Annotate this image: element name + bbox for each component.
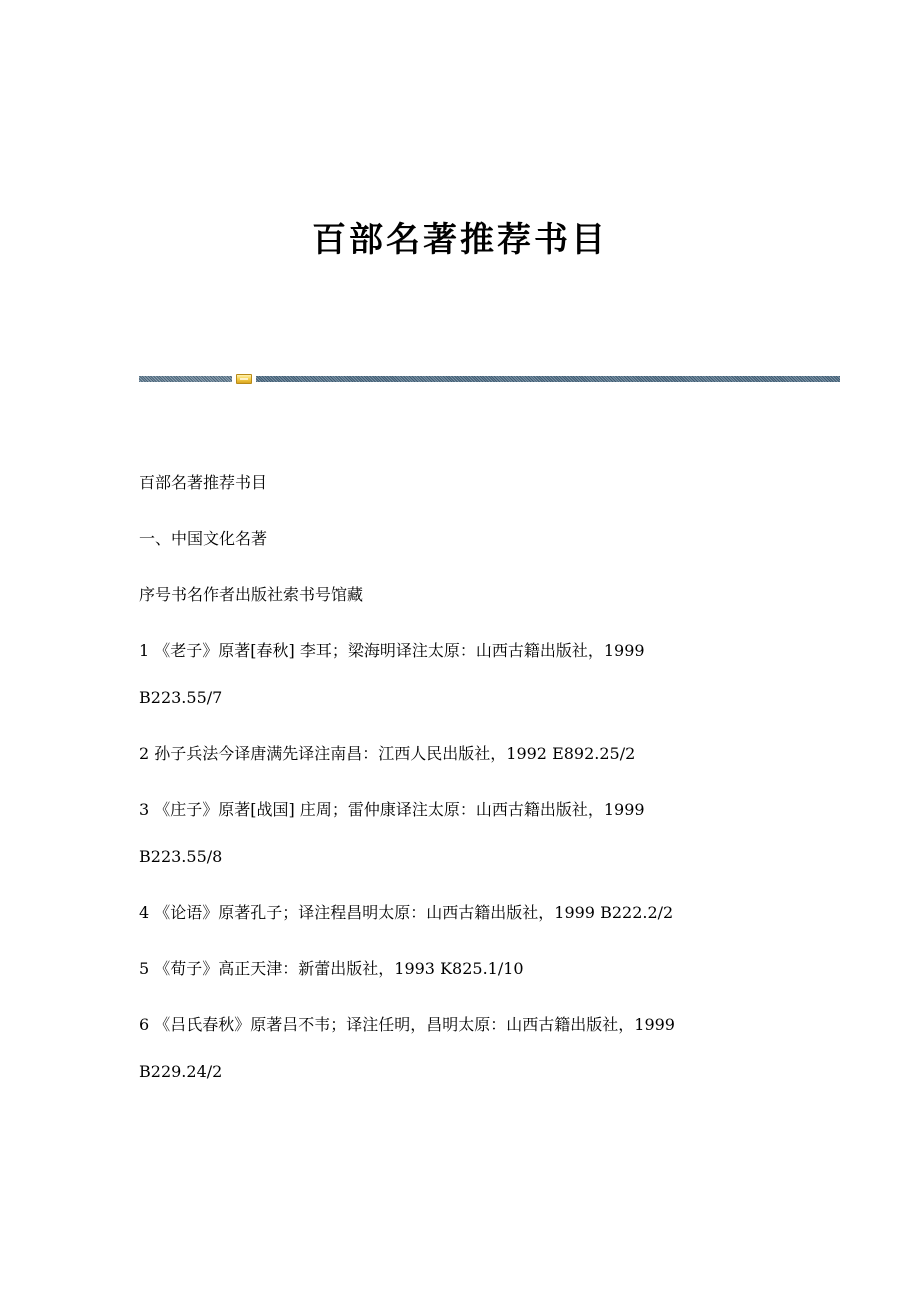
document-body <box>139 466 839 1111</box>
document-title: 百部名著推荐书目 <box>312 220 608 260</box>
entry-1-line-2: B223.55/7 <box>139 688 223 707</box>
decorative-divider <box>139 374 840 384</box>
table-header-line: 序号书名作者出版社索书号馆藏 <box>139 585 364 604</box>
entry-5-line: 5 《荀子》高正天津：新蕾出版社，1993 K825.1/10 <box>139 959 524 978</box>
section-heading: 一、中国文化名著 <box>139 529 268 548</box>
entry-6-line-1: 6 《吕氏春秋》原著吕不韦；译注任明，昌明太原：山西古籍出版社，1999 <box>139 1015 675 1034</box>
body-heading: 百部名著推荐书目 <box>139 473 268 492</box>
divider-bar-right <box>256 376 840 382</box>
divider-bar-left <box>139 376 232 382</box>
entry-3-line-2: B223.55/8 <box>139 847 223 866</box>
entry-3-line-1: 3 《庄子》原著[战国] 庄周；雷仲康译注太原：山西古籍出版社，1999 <box>139 800 645 819</box>
entry-6-line-2: B229.24/2 <box>139 1062 223 1081</box>
entry-4-line: 4 《论语》原著孔子；译注程昌明太原：山西古籍出版社，1999 B222.2/2 <box>139 903 674 922</box>
entry-1-line-1: 1 《老子》原著[春秋] 李耳；梁海明译注太原：山西古籍出版社，1999 <box>139 641 645 660</box>
entry-2-line: 2 孙子兵法今译唐满先译注南昌：江西人民出版社，1992 E892.25/2 <box>139 744 636 763</box>
divider-emblem-icon <box>236 374 252 384</box>
